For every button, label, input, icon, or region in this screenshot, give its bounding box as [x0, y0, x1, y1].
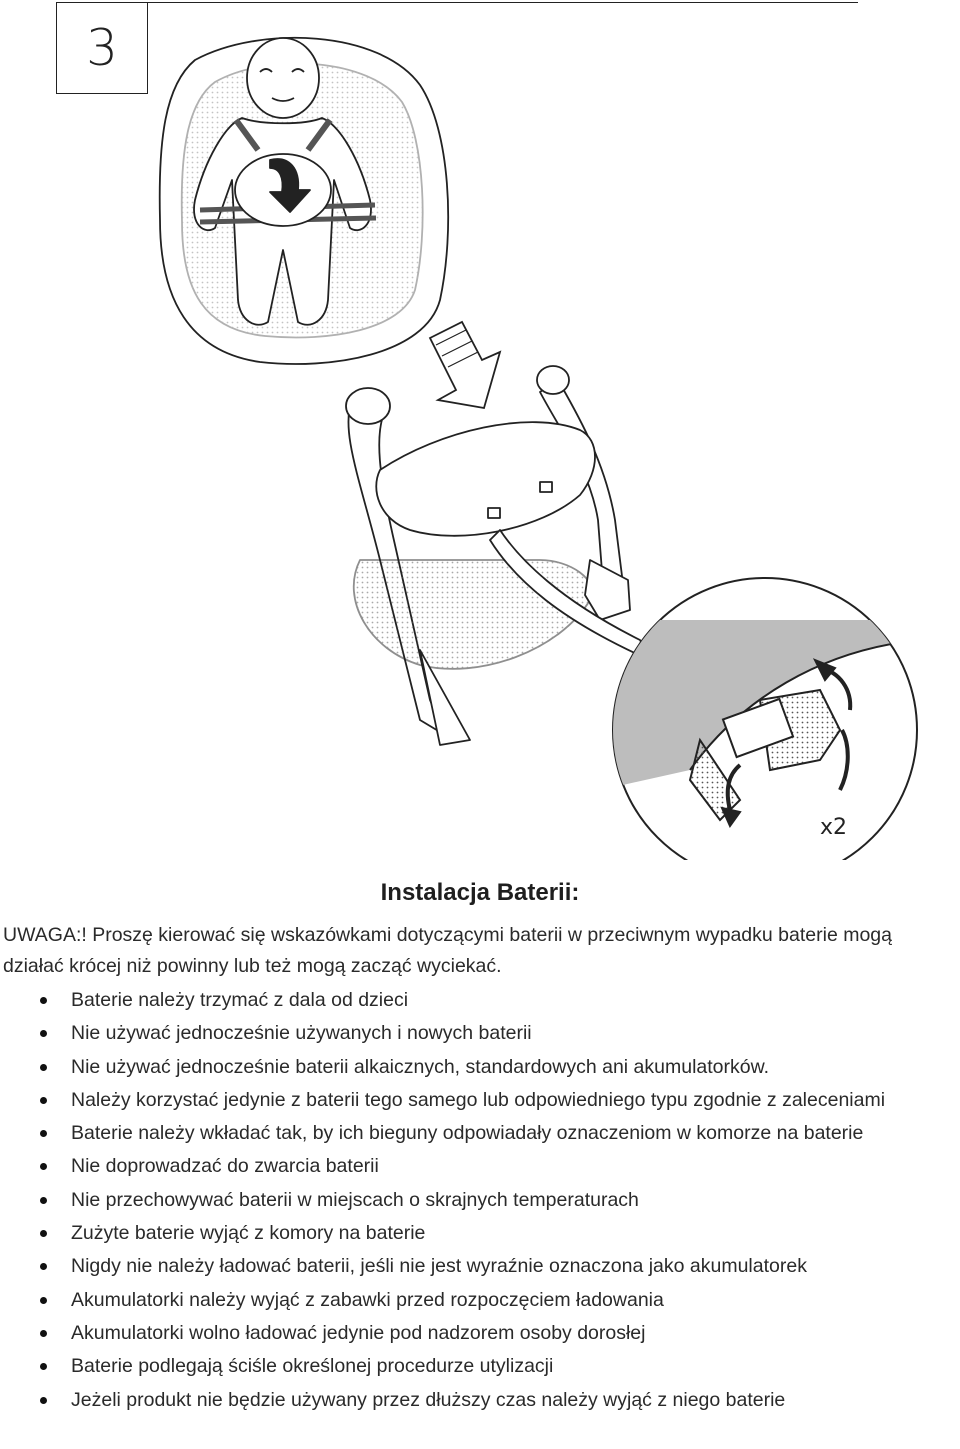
list-item — [0, 1217, 960, 1250]
list-item-text: Zużyte baterie wyjąć z komory na baterie — [71, 1222, 426, 1245]
bullet-dot-icon — [40, 1030, 47, 1037]
list-item — [0, 1117, 960, 1150]
list-item — [0, 984, 960, 1017]
swing-frame-drawing — [346, 366, 650, 745]
bullet-dot-icon — [40, 1363, 47, 1370]
list-item-text: Nie używać jednocześnie baterii alkaicznych, standardowych ani akumulatorków. — [71, 1055, 770, 1078]
list-item-text: Nie doprowadzać do zwarcia baterii — [71, 1155, 379, 1178]
list-item — [0, 1084, 960, 1117]
bullet-dot-icon — [40, 1130, 47, 1137]
list-item-text: Jeżeli produkt nie będzie używany przez dłuższy czas należy wyjąć z niego baterie — [71, 1388, 786, 1411]
bullet-dot-icon — [40, 1397, 47, 1404]
buckle-detail-zoom — [600, 578, 920, 860]
list-item-text: Nigdy nie należy ładować baterii, jeśli nie jest wyraźnie oznaczona jako akumulatorek — [71, 1255, 807, 1278]
warning-paragraph: UWAGA:! Proszę kierować się wskazówkami dotyczącymi baterii w przeciwnym wypadku baterie mogą działać krócej niż powinny lub też mogą zacząć wyciekać. — [3, 924, 892, 977]
bullet-dot-icon — [40, 997, 47, 1004]
bullet-dot-icon — [40, 1163, 47, 1170]
list-item — [0, 1017, 960, 1050]
bullet-dot-icon — [40, 1263, 47, 1270]
list-item — [0, 1284, 960, 1317]
list-item — [0, 1051, 960, 1084]
battery-rules-list — [0, 984, 960, 1417]
bullet-dot-icon — [40, 1330, 47, 1337]
baby-seat-pad-drawing — [160, 38, 449, 364]
list-item-text: Baterie należy trzymać z dala od dzieci — [71, 989, 409, 1011]
bullet-dot-icon — [40, 1230, 47, 1237]
list-item-text: Nie używać jednocześnie używanych i nowych baterii — [71, 1022, 532, 1045]
list-item-text: Baterie podlegają ściśle określonej procedurze utylizacji — [71, 1355, 554, 1378]
list-item-text: Akumulatorki należy wyjąć z zabawki przed rozpoczęciem ładowania — [71, 1288, 664, 1311]
step-number: 3 — [86, 19, 118, 77]
bullet-dot-icon — [40, 1097, 47, 1104]
list-item — [0, 1250, 960, 1283]
list-item-text: Nie przechowywać baterii w miejscach o skrajnych temperaturach — [71, 1188, 639, 1211]
section-title: Instalacja Baterii: — [380, 879, 580, 906]
list-item — [0, 1184, 960, 1217]
multiplier-label: x2 — [820, 815, 848, 840]
bullet-dot-icon — [40, 1064, 47, 1071]
down-arrow-icon — [430, 322, 500, 408]
list-item-text: Należy korzystać jedynie z baterii tego samego lub odpowiedniego typu zgodnie z zaleceniami — [71, 1088, 886, 1111]
bullet-dot-icon — [40, 1197, 47, 1204]
list-item — [0, 1317, 960, 1350]
list-item-text: Akumulatorki wolno ładować jedynie pod nadzorem osoby dorosłej — [71, 1321, 646, 1344]
list-item — [0, 1384, 960, 1417]
list-item-text: Baterie należy wkładać tak, by ich bieguny odpowiadały oznaczeniom w komorze na baterie — [71, 1122, 864, 1145]
bullet-dot-icon — [40, 1297, 47, 1304]
list-item — [0, 1150, 960, 1183]
list-item — [0, 1350, 960, 1383]
